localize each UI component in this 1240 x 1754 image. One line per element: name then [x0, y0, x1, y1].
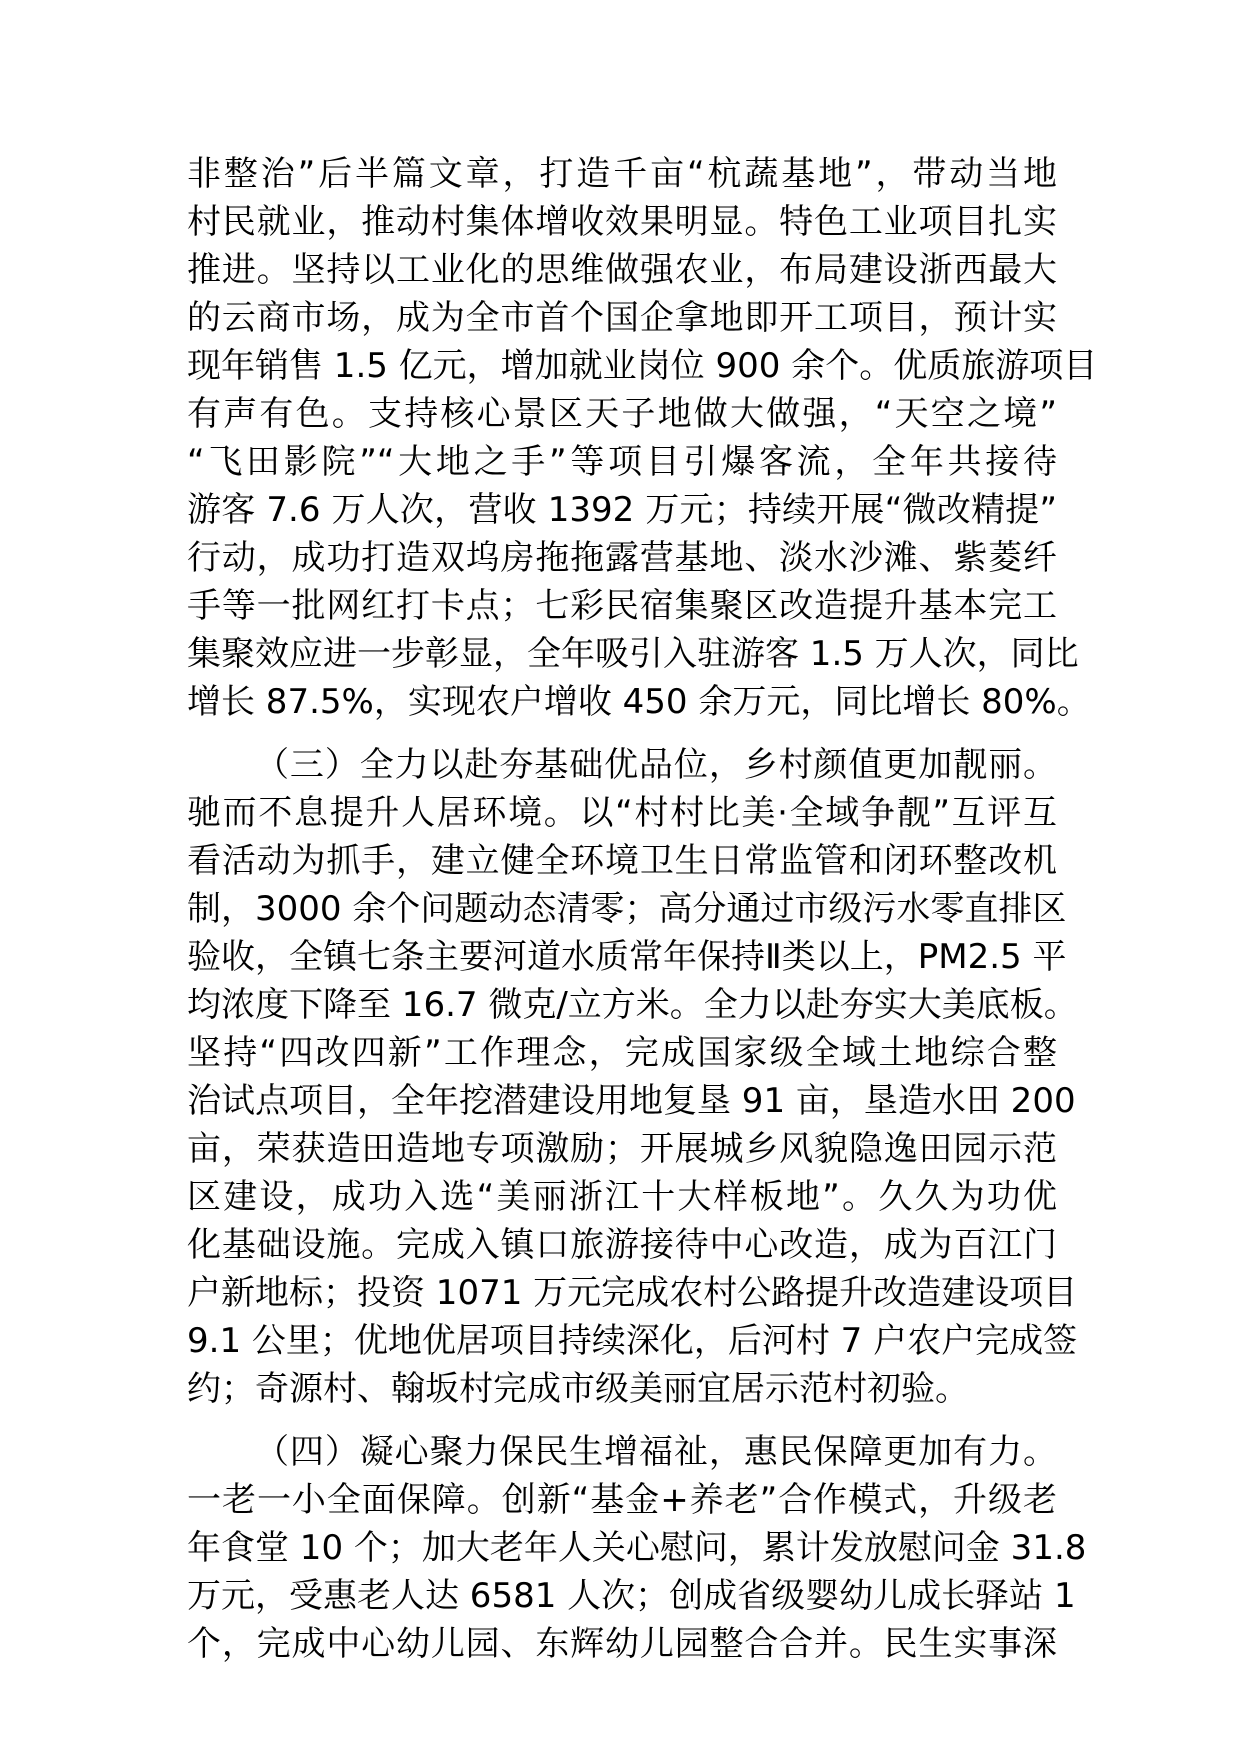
section-heading-line: （三）全力以赴夯基础优品位，乡村颜值更加靓丽。 — [255, 745, 1057, 785]
paragraph-livelihood — [187, 1428, 1087, 1668]
paragraph-tourism-industry — [187, 150, 1098, 726]
text-line: 一老一小全面保障。创新“基金+养老”合作模式，升级老 — [187, 1480, 1057, 1520]
text-line: 治试点项目，全年挖潜建设用地复垦 91 亩，垦造水田 200 — [187, 1081, 1076, 1121]
paragraph-gap — [187, 1413, 1057, 1428]
text-line: 现年销售 1.5 亿元，增加就业岗位 900 余个。优质旅游项目 — [187, 346, 1098, 386]
text-line: 坚持“四改四新”工作理念，完成国家级全域土地综合整 — [187, 1033, 1057, 1073]
text-line: 增长 87.5%，实现农户增收 450 余万元，同比增长 80%。 — [187, 682, 1091, 722]
text-line: 驰而不息提升人居环境。以“村村比美·全域争靓”互评互 — [187, 793, 1057, 833]
text-line: 游客 7.6 万人次，营收 1392 万元；持续开展“微改精提” — [187, 490, 1057, 530]
text-line: 行动，成功打造双坞房拖拖露营基地、淡水沙滩、紫菱纤 — [187, 538, 1057, 578]
paragraph-gap — [187, 726, 1057, 741]
text-line: “飞田影院”“大地之手”等项目引爆客流，全年共接待 — [187, 442, 1057, 482]
text-line: 非整治”后半篇文章，打造千亩“杭蔬基地”，带动当地 — [187, 154, 1057, 194]
text-line: 化基础设施。完成入镇口旅游接待中心改造，成为百江门 — [187, 1225, 1057, 1265]
text-line: 约；奇源村、翰坂村完成市级美丽宜居示范村初验。 — [187, 1369, 969, 1409]
text-line: 9.1 公里；优地优居项目持续深化，后河村 7 户农户完成签 — [187, 1321, 1078, 1361]
text-line: 有声有色。支持核心景区天子地做大做强，“天空之境” — [187, 394, 1057, 434]
text-line: 个，完成中心幼儿园、东辉幼儿园整合合并。民生实事深 — [187, 1624, 1057, 1664]
text-line: 亩，荣获造田造地专项激励；开展城乡风貌隐逸田园示范 — [187, 1129, 1057, 1169]
text-line: 手等一批网红打卡点；七彩民宿集聚区改造提升基本完工 — [187, 586, 1057, 626]
text-line: 均浓度下降至 16.7 微克/立方米。全力以赴夯实大美底板。 — [187, 985, 1078, 1025]
text-line: 的云商市场，成为全市首个国企拿地即开工项目，预计实 — [187, 298, 1057, 338]
section-heading-line: （四）凝心聚力保民生增福祉，惠民保障更加有力。 — [255, 1432, 1057, 1472]
text-line: 看活动为抓手，建立健全环境卫生日常监管和闭环整改机 — [187, 841, 1057, 881]
text-line: 户新地标；投资 1071 万元完成农村公路提升改造建设项目 — [187, 1273, 1078, 1313]
text-line: 区建设，成功入选“美丽浙江十大样板地”。久久为功优 — [187, 1177, 1057, 1217]
text-line: 村民就业，推动村集体增收效果明显。特色工业项目扎实 — [187, 202, 1057, 242]
text-line: 制，3000 余个问题动态清零；高分通过市级污水零直排区 — [187, 889, 1067, 929]
paragraph-rural-environment — [187, 741, 1078, 1413]
document-page — [187, 150, 1098, 1668]
text-line: 万元，受惠老人达 6581 人次；创成省级婴幼儿成长驿站 1 — [187, 1576, 1076, 1616]
text-line: 推进。坚持以工业化的思维做强农业，布局建设浙西最大 — [187, 250, 1057, 290]
text-line: 集聚效应进一步彰显，全年吸引入驻游客 1.5 万人次，同比 — [187, 634, 1079, 674]
text-line: 验收，全镇七条主要河道水质常年保持Ⅱ类以上，PM2.5 平 — [187, 937, 1067, 977]
text-line: 年食堂 10 个；加大老年人关心慰问，累计发放慰问金 31.8 — [187, 1528, 1087, 1568]
